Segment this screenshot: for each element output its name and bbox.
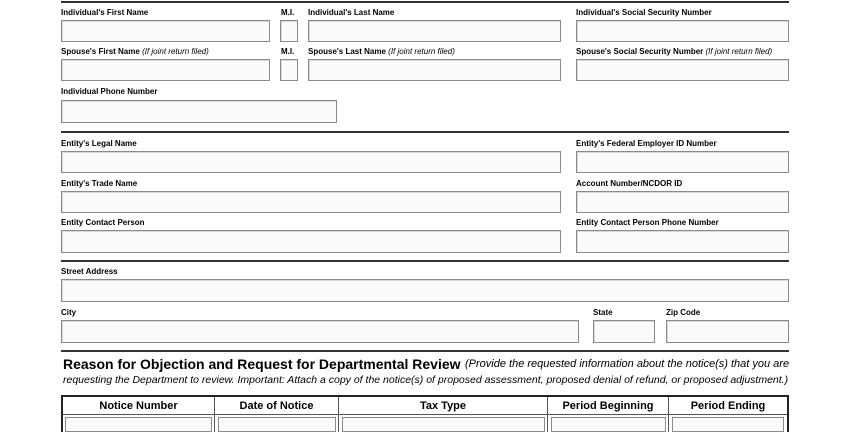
spouse-first-name-label: Spouse's First Name (If joint return filed): [61, 47, 209, 56]
section-divider-individual: [61, 1, 789, 3]
account-number-field[interactable]: [576, 191, 789, 213]
spouse-first-name-field[interactable]: [61, 59, 270, 81]
entity-fein-field[interactable]: [576, 151, 789, 173]
spouse-last-name-label: Spouse's Last Name (If joint return filed): [308, 47, 455, 56]
spouse-mi-label: M.I.: [281, 47, 295, 56]
city-field[interactable]: [61, 320, 579, 343]
header-notice-number: Notice Number: [99, 400, 178, 412]
phone-label: Individual Phone Number: [61, 87, 158, 96]
section-divider-reason: [61, 350, 789, 352]
mi-field[interactable]: [280, 20, 298, 42]
notice-number-cell[interactable]: [65, 417, 212, 432]
period-beginning-cell[interactable]: [551, 417, 666, 432]
state-field[interactable]: [593, 320, 655, 343]
table-header-rule: [63, 414, 787, 415]
section-divider-entity: [61, 131, 789, 133]
header-tax-type: Tax Type: [419, 400, 467, 412]
reason-note-line2: requesting the Department to review. Important: Attach a copy of the notice(s) of proposed assessment, proposed denial of refund, or proposed adjustment.): [63, 374, 789, 386]
state-label: State: [593, 308, 613, 317]
street-address-field[interactable]: [61, 279, 789, 302]
entity-legal-name-label: Entity's Legal Name: [61, 139, 137, 148]
mi-label: M.I.: [281, 8, 295, 17]
reason-note-line1: (Provide the requested information about the notice(s) that you are: [465, 358, 790, 370]
entity-contact-label: Entity Contact Person: [61, 218, 145, 227]
date-of-notice-cell[interactable]: [218, 417, 336, 432]
spouse-ssn-label: Spouse's Social Security Number (If joint return filed): [576, 47, 773, 56]
ssn-field[interactable]: [576, 20, 789, 42]
tax-type-cell[interactable]: [342, 417, 545, 432]
last-name-field[interactable]: [308, 20, 561, 42]
notice-table: [61, 395, 789, 432]
entity-fein-label: Entity's Federal Employer ID Number: [576, 139, 717, 148]
section-divider-address: [61, 260, 789, 262]
zip-code-label: Zip Code: [666, 308, 701, 317]
phone-field[interactable]: [61, 100, 337, 123]
street-address-label: Street Address: [61, 267, 118, 276]
entity-trade-name-label: Entity's Trade Name: [61, 179, 138, 188]
period-ending-cell[interactable]: [672, 417, 784, 432]
city-label: City: [61, 308, 77, 317]
entity-contact-phone-label: Entity Contact Person Phone Number: [576, 218, 719, 227]
entity-legal-name-field[interactable]: [61, 151, 561, 173]
last-name-label: Individual's Last Name: [308, 8, 395, 17]
entity-contact-phone-field[interactable]: [576, 230, 789, 253]
entity-trade-name-field[interactable]: [61, 191, 561, 213]
reason-title: Reason for Objection and Request for Departmental Review: [63, 356, 461, 372]
account-number-label: Account Number/NCDOR ID: [576, 179, 683, 188]
header-date-of-notice: Date of Notice: [239, 400, 314, 412]
spouse-ssn-field[interactable]: [576, 59, 789, 81]
zip-code-field[interactable]: [666, 320, 789, 343]
header-period-beginning: Period Beginning: [562, 400, 654, 412]
entity-contact-field[interactable]: [61, 230, 561, 253]
header-period-ending: Period Ending: [690, 400, 766, 412]
ssn-label: Individual's Social Security Number: [576, 8, 712, 17]
first-name-label: Individual's First Name: [61, 8, 149, 17]
spouse-last-name-field[interactable]: [308, 59, 561, 81]
spouse-mi-field[interactable]: [280, 59, 298, 81]
first-name-field[interactable]: [61, 20, 270, 42]
